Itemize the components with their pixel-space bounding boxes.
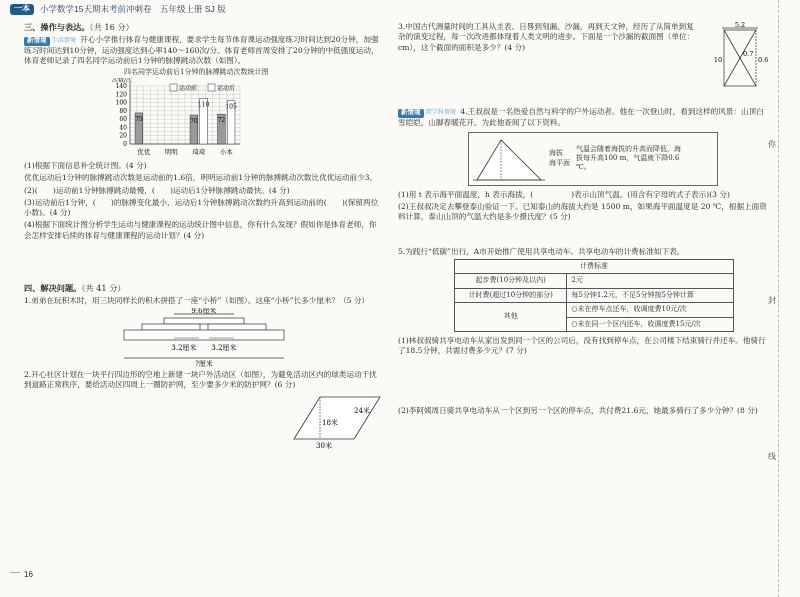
section-4-points: （共 41 分） xyxy=(81,282,126,293)
r-q4-1: (1)用 t 表示海平面温度，h 表示海拔，( )表示山顶气温。(用含有字母的式子表示)(3 分) xyxy=(398,189,730,199)
fee-row-label: 其他 xyxy=(455,303,567,332)
section-4-title xyxy=(24,283,382,294)
r-q4 xyxy=(398,107,768,128)
bridge-left-label: 3.2厘米 xyxy=(171,344,197,353)
fee-table xyxy=(454,259,734,332)
pulse-chart xyxy=(94,68,382,161)
bridge-top-label: 9.6厘米 xyxy=(191,308,217,316)
para-base-label: 30米 xyxy=(316,441,332,450)
y-tick-label: 100 xyxy=(115,99,127,107)
intro-text: 开心小学推行体育与健康课程，要求学生每节体育课运动强度练习时间达到20分钟，加强练习时间达到10分钟，运动强度达到心率140～160次/分。体育老师首周安排了20分钟的中低强度运动，体育老师记录了四名同学运动前后1分钟的脉搏跳动次数（如图）。 xyxy=(24,35,379,66)
r-q5-1: (1)林叔叔骑共享电动车从家出发到同一个区的公司后，没有找到停车点，在公司楼下结束骑行并还车。他骑行了18.5分钟，共需付费多少元？(7 分) xyxy=(398,335,766,356)
x-tick-label: 琦琦 xyxy=(192,147,206,156)
legend-swatch xyxy=(208,84,215,91)
hourglass-height: 10 xyxy=(713,56,723,64)
mountain-labels xyxy=(549,149,570,168)
y-tick-label: 80 xyxy=(119,107,127,115)
bridge-right-label: 3.2厘米 xyxy=(211,344,237,353)
mountain-info-box xyxy=(468,132,718,186)
x-tick-label: 明明 xyxy=(164,147,178,156)
binding-char-1: 你 xyxy=(768,140,776,149)
r-q4-text: 4.王叔叔是一名热爱自然与科学的户外运动者。他在一次登山时，看到这样的风景：山顶白雪皑皑，山脚春暖花开。为此他查阅了以下资料。 xyxy=(398,106,764,127)
fee-row-value: ○未在同一个区内还车，收调度费15元/次 xyxy=(567,317,734,331)
book-title: 小学数学15天期末考前冲刺卷 五年级上册 SJ 版 xyxy=(40,4,226,14)
binding-char-2: 封 xyxy=(768,296,776,305)
new-context-badge-2: 新情境 xyxy=(398,109,424,118)
bridge-total-label: ?厘米 xyxy=(195,360,213,369)
section-3-intro xyxy=(24,35,382,66)
hourglass-mid2: 0.6 xyxy=(758,56,769,64)
binding-char-3: 线 xyxy=(768,452,776,461)
fee-row-label: 起步费(10分钟及以内) xyxy=(455,274,567,288)
mountain-info-text: 气温会随着海拔的升高而降低，海拔每升高100 m，气温就下降0.6 ℃。 xyxy=(576,144,681,172)
data-label: 110 xyxy=(197,101,210,109)
section-3-heading: 三、操作与表达。 xyxy=(24,22,90,32)
r-q5: 5.为践行“低碳”出行，A市开始推广使用共享电动车。共享电动车的计费标准如下表。 xyxy=(398,246,685,256)
legend-swatch xyxy=(170,84,177,91)
mountain-diagram xyxy=(469,134,549,184)
right-column xyxy=(398,22,768,419)
s4-q1: 1.弟弟在玩积木时，用三块同样长的积木拼搭了一座“小桥”（如图）。这座“小桥”长多少厘米？（5 分） xyxy=(24,295,370,305)
para-side-label: 24米 xyxy=(354,406,370,415)
brand-logo: 一本 xyxy=(10,4,34,15)
y-tick-label: 40 xyxy=(119,124,127,132)
section-3-title xyxy=(24,22,382,33)
fee-row-value: 2元 xyxy=(567,274,734,288)
r-q4-2: (2)王叔叔决定去攀登泰山验证一下。已知泰山的海拔大约是 1500 m，如果海平面温度是 20 ℃，根据上面资料计算，泰山山顶的气温大约是多少摄氏度？(5 分) xyxy=(398,202,767,222)
page-header xyxy=(10,4,226,15)
s3-q4: (4)根据下面统计图分析学生运动与健康课程的运动统计图中信息，你有什么发现？假如你是体育老师，你会怎样安排后续的体育与健康课程的运动计划？(4 分) xyxy=(24,220,377,240)
fee-row-value: 每5分钟1.2元，不足5分钟按5分钟计算 xyxy=(567,288,734,302)
bridge-diagram xyxy=(24,308,382,370)
legend-label: 运动前 xyxy=(179,84,198,92)
y-tick-label: 120 xyxy=(115,91,127,99)
chart-svg xyxy=(94,78,284,158)
data-label: 70 xyxy=(190,117,198,125)
section-4-heading: 四、解决问题。 xyxy=(24,282,82,293)
binding-margin xyxy=(778,0,800,597)
page-number-line xyxy=(10,572,20,573)
legend-label: 运动后 xyxy=(217,84,236,92)
x-tick-label: 优优 xyxy=(137,147,151,156)
page-number: 16 xyxy=(24,570,33,579)
chart-title: 四名同学运动前后1分钟的脉搏跳动次数统计图 xyxy=(124,68,269,77)
s3-q1: (1)根据下面信息补全统计图。(4 分) xyxy=(24,161,147,171)
parallelogram-diagram xyxy=(24,393,382,451)
left-column xyxy=(24,22,382,451)
s3-q3: (3)运动前后1分钟，( )的脉搏变化最小，运动后1分钟脉搏跳动次数约升高到运动前的( )(保留两位小数)。(4 分) xyxy=(24,197,379,218)
badge-subtitle-2: 跨学科情境 xyxy=(425,109,456,116)
s4-q2: 2.开心社区计划在一块平行四边形的空地上新建一块户外活动区（如图），为避免活动区内的球类运动干扰到道路正常秩序，要给活动区四周上一圈防护网，至少要多少米的防护网？(6 分) xyxy=(24,370,377,390)
data-label: 75 xyxy=(135,115,143,123)
altitude-label: 海拔 xyxy=(549,149,563,158)
section-3-points: （共 16 分） xyxy=(89,22,134,32)
fee-row-label: 计时费(超过10分钟的部分) xyxy=(455,288,567,302)
y-tick-label: 0 xyxy=(123,140,127,148)
y-axis-label: 次数/次 xyxy=(112,77,133,84)
fee-row-value: ○未在停车点还车，收调度费10元/次 xyxy=(567,303,734,317)
new-context-badge: 新情境 xyxy=(24,37,50,46)
hourglass-top: 5.2 xyxy=(734,22,746,29)
hourglass-diagram xyxy=(710,22,770,92)
para-height-label: 18米 xyxy=(322,418,338,427)
x-tick-label: 小本 xyxy=(219,147,233,156)
hourglass-mid1: 0.7 xyxy=(743,50,754,58)
badge-subtitle: 生活情境 xyxy=(51,38,76,45)
data-label: 105 xyxy=(225,103,237,111)
s3-q1-text: 优优运动后1分钟的脉搏跳动次数是运动前的1.6倍，明明运动前1分钟的脉搏跳动次数比优优运动前少3。 xyxy=(24,173,378,183)
r-q3: 3.中国古代测量时间的工具从圭表、日晷到刻漏、沙漏，再到天文钟，经历了从简单到复杂的演变过程，每一次改进都体现着人类文明的进步。下面是一个沙漏的截面图（单位：cm），这个截面的面积是多少？(4 分) xyxy=(398,22,695,52)
y-tick-label: 60 xyxy=(119,115,127,123)
data-label: 72 xyxy=(217,116,226,124)
fee-table-title: 计费标准 xyxy=(455,259,734,273)
s3-q2: (2)( )运动前1分钟脉搏跳动最慢，( )运动后1分钟脉搏跳动最快。(4 分) xyxy=(24,185,290,195)
r-q5-2: (2)李阿姨周日骑共享电动车从一个区到另一个区的停车点，共付费21.6元，她最多骑行了多少分钟？(8 分) xyxy=(398,406,758,416)
sea-level-label: 海平面 xyxy=(549,158,570,167)
y-tick-label: 140 xyxy=(115,82,127,90)
y-tick-label: 20 xyxy=(119,132,127,140)
